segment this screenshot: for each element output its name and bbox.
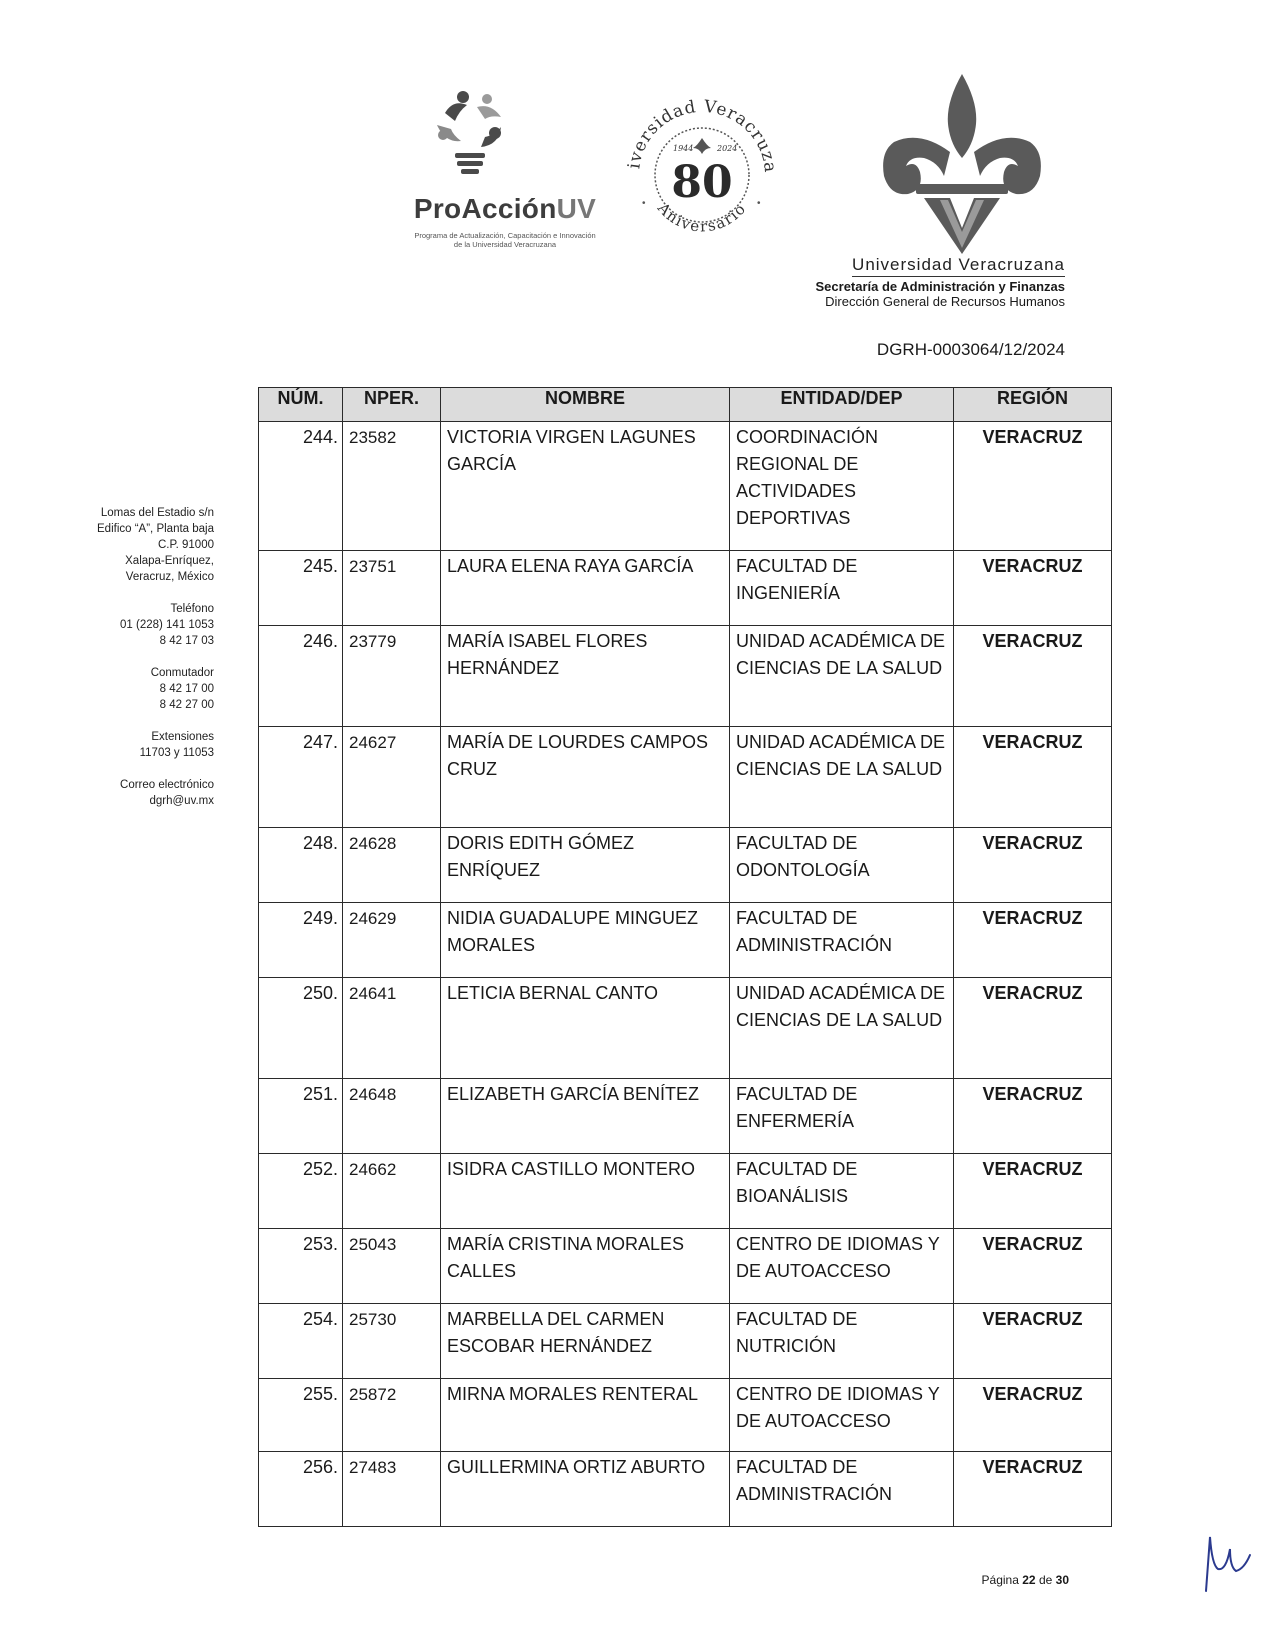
cell-nombre: DORIS EDITH GÓMEZ ENRÍQUEZ xyxy=(441,828,730,903)
cell-num: 254. xyxy=(259,1304,343,1379)
table-row xyxy=(259,422,1112,551)
switchboard-label: Conmutador xyxy=(150,667,214,679)
cell-region: VERACRUZ xyxy=(954,626,1112,727)
seal-flor-icon xyxy=(693,138,711,154)
page-number xyxy=(982,1573,1069,1587)
address-line: Veracruz, México xyxy=(125,571,214,583)
cell-nper: 24641 xyxy=(343,978,441,1079)
cell-nombre: ISIDRA CASTILLO MONTERO xyxy=(441,1154,730,1229)
seal-year-start: 1944 xyxy=(673,144,694,153)
cell-num: 249. xyxy=(259,903,343,978)
cell-entidad: UNIDAD ACADÉMICA DE CIENCIAS DE LA SALUD xyxy=(730,727,954,828)
header-nombre: NOMBRE xyxy=(441,388,730,422)
uv-flor-logo xyxy=(880,72,1045,254)
proaccion-subtitle xyxy=(370,231,640,249)
lightbulb-people-icon xyxy=(415,85,595,195)
cell-region: VERACRUZ xyxy=(954,727,1112,828)
cell-entidad: CENTRO DE IDIOMAS Y DE AUTOACCESO xyxy=(730,1379,954,1452)
cell-nombre: MARÍA DE LOURDES CAMPOS CRUZ xyxy=(441,727,730,828)
cell-nper: 25043 xyxy=(343,1229,441,1304)
seal-arc-bottom: Aniversario xyxy=(654,199,750,236)
cell-nombre: LETICIA BERNAL CANTO xyxy=(441,978,730,1079)
university-header xyxy=(816,255,1066,309)
cell-num: 247. xyxy=(259,727,343,828)
seal-arc-top: iversidad Veracruza xyxy=(624,96,781,175)
table-row xyxy=(259,978,1112,1079)
svg-text:•: • xyxy=(757,198,761,209)
cell-nper: 24662 xyxy=(343,1154,441,1229)
cell-num: 250. xyxy=(259,978,343,1079)
cell-region: VERACRUZ xyxy=(954,903,1112,978)
address-line: Lomas del Estadio s/n xyxy=(100,507,214,519)
seal-number: 80 xyxy=(671,157,733,208)
cell-nombre: NIDIA GUADALUPE MINGUEZ MORALES xyxy=(441,903,730,978)
cell-nombre: LAURA ELENA RAYA GARCÍA xyxy=(441,551,730,626)
cell-num: 244. xyxy=(259,422,343,551)
cell-num: 255. xyxy=(259,1379,343,1452)
cell-entidad: UNIDAD ACADÉMICA DE CIENCIAS DE LA SALUD xyxy=(730,626,954,727)
proaccion-title xyxy=(370,193,640,225)
cell-entidad: FACULTAD DE ENFERMERÍA xyxy=(730,1079,954,1154)
cell-entidad: FACULTAD DE INGENIERÍA xyxy=(730,551,954,626)
personnel-table xyxy=(258,387,1112,1527)
cell-nper: 27483 xyxy=(343,1452,441,1527)
cell-nombre: VICTORIA VIRGEN LAGUNES GARCÍA xyxy=(441,422,730,551)
email-value[interactable]: dgrh@uv.mx xyxy=(149,795,214,807)
cell-nombre: GUILLERMINA ORTIZ ABURTO xyxy=(441,1452,730,1527)
cell-nper: 24628 xyxy=(343,828,441,903)
table-row xyxy=(259,626,1112,727)
cell-nper: 25872 xyxy=(343,1379,441,1452)
table-header-row xyxy=(259,388,1112,422)
switchboard-number: 8 42 27 00 xyxy=(159,699,214,711)
header-region: REGIÓN xyxy=(954,388,1112,422)
cell-region: VERACRUZ xyxy=(954,978,1112,1079)
switchboard-number: 8 42 17 00 xyxy=(159,683,214,695)
cell-region: VERACRUZ xyxy=(954,1154,1112,1229)
table-row xyxy=(259,1154,1112,1229)
header-num: NÚM. xyxy=(259,388,343,422)
university-name: Universidad Veracruzana xyxy=(852,255,1065,277)
svg-text:•: • xyxy=(642,198,646,209)
cell-nombre: MARÍA CRISTINA MORALES CALLES xyxy=(441,1229,730,1304)
phone-number: 01 (228) 141 1053 xyxy=(120,619,214,631)
address-line: Xalapa-Enríquez, xyxy=(125,555,214,567)
contact-sidebar xyxy=(97,505,214,809)
cell-num: 248. xyxy=(259,828,343,903)
page-label: Página xyxy=(981,1573,1019,1587)
proaccion-subtitle-line1: Programa de Actualización, Capacitación e Innovación xyxy=(414,231,596,240)
proaccion-subtitle-line2: de la Universidad Veracruzana xyxy=(453,240,557,249)
table-row xyxy=(259,551,1112,626)
handwritten-initials xyxy=(1200,1525,1260,1595)
cell-region: VERACRUZ xyxy=(954,1229,1112,1304)
direccion-name: Dirección General de Recursos Humanos xyxy=(825,294,1065,309)
table-row xyxy=(259,1229,1112,1304)
table-row xyxy=(259,1452,1112,1527)
extensions-label: Extensiones xyxy=(151,731,214,743)
cell-nper: 24627 xyxy=(343,727,441,828)
cell-region: VERACRUZ xyxy=(954,1452,1112,1527)
cell-region: VERACRUZ xyxy=(954,1079,1112,1154)
cell-nper: 23582 xyxy=(343,422,441,551)
table-row xyxy=(259,903,1112,978)
table-row xyxy=(259,727,1112,828)
cell-nper: 24648 xyxy=(343,1079,441,1154)
address-line: Edifico “A”, Planta baja xyxy=(97,523,214,535)
cell-nombre: MARÍA ISABEL FLORES HERNÁNDEZ xyxy=(441,626,730,727)
flor-de-lis-icon xyxy=(880,72,1045,254)
cell-entidad: CENTRO DE IDIOMAS Y DE AUTOACCESO xyxy=(730,1229,954,1304)
cell-num: 246. xyxy=(259,626,343,727)
header-nper: NPER. xyxy=(343,388,441,422)
cell-region: VERACRUZ xyxy=(954,1304,1112,1379)
page-current: 22 xyxy=(1022,1573,1036,1587)
anniversary-seal xyxy=(617,90,787,250)
cell-entidad: COORDINACIÓN REGIONAL DE ACTIVIDADES DEPORTIVAS xyxy=(730,422,954,551)
cell-nper: 23779 xyxy=(343,626,441,727)
cell-nper: 23751 xyxy=(343,551,441,626)
proaccion-title-main: ProAcción xyxy=(413,193,557,224)
cell-num: 256. xyxy=(259,1452,343,1527)
table-row xyxy=(259,1379,1112,1452)
cell-entidad: UNIDAD ACADÉMICA DE CIENCIAS DE LA SALUD xyxy=(730,978,954,1079)
cell-nombre: MARBELLA DEL CARMEN ESCOBAR HERNÁNDEZ xyxy=(441,1304,730,1379)
document-reference: DGRH-0003064/12/2024 xyxy=(876,340,1065,359)
extensions-value: 11703 y 11053 xyxy=(139,747,214,759)
table-row xyxy=(259,1079,1112,1154)
phone-number: 8 42 17 03 xyxy=(159,635,214,647)
cell-entidad: FACULTAD DE ODONTOLOGÍA xyxy=(730,828,954,903)
table-row xyxy=(259,828,1112,903)
page-total: 30 xyxy=(1055,1573,1069,1587)
email-label: Correo electrónico xyxy=(120,779,214,791)
cell-nombre: ELIZABETH GARCÍA BENÍTEZ xyxy=(441,1079,730,1154)
cell-nper: 24629 xyxy=(343,903,441,978)
cell-entidad: FACULTAD DE ADMINISTRACIÓN xyxy=(730,903,954,978)
cell-entidad: FACULTAD DE ADMINISTRACIÓN xyxy=(730,1452,954,1527)
cell-nper: 25730 xyxy=(343,1304,441,1379)
phone-label: Teléfono xyxy=(170,603,214,615)
page-of: de xyxy=(1038,1573,1053,1587)
address-line: C.P. 91000 xyxy=(157,539,214,551)
cell-num: 245. xyxy=(259,551,343,626)
cell-num: 253. xyxy=(259,1229,343,1304)
seal-year-end: 2024 xyxy=(717,144,738,153)
cell-entidad: FACULTAD DE NUTRICIÓN xyxy=(730,1304,954,1379)
proaccion-title-uv: UV xyxy=(556,193,597,224)
cell-num: 251. xyxy=(259,1079,343,1154)
cell-entidad: FACULTAD DE BIOANÁLISIS xyxy=(730,1154,954,1229)
secretaria-name: Secretaría de Administración y Finanzas xyxy=(815,279,1065,294)
cell-region: VERACRUZ xyxy=(954,1379,1112,1452)
proaccion-logo xyxy=(413,85,597,249)
header-entidad: ENTIDAD/DEP xyxy=(730,388,954,422)
table-row xyxy=(259,1304,1112,1379)
cell-nombre: MIRNA MORALES RENTERAL xyxy=(441,1379,730,1452)
cell-region: VERACRUZ xyxy=(954,422,1112,551)
cell-region: VERACRUZ xyxy=(954,828,1112,903)
cell-num: 252. xyxy=(259,1154,343,1229)
cell-region: VERACRUZ xyxy=(954,551,1112,626)
